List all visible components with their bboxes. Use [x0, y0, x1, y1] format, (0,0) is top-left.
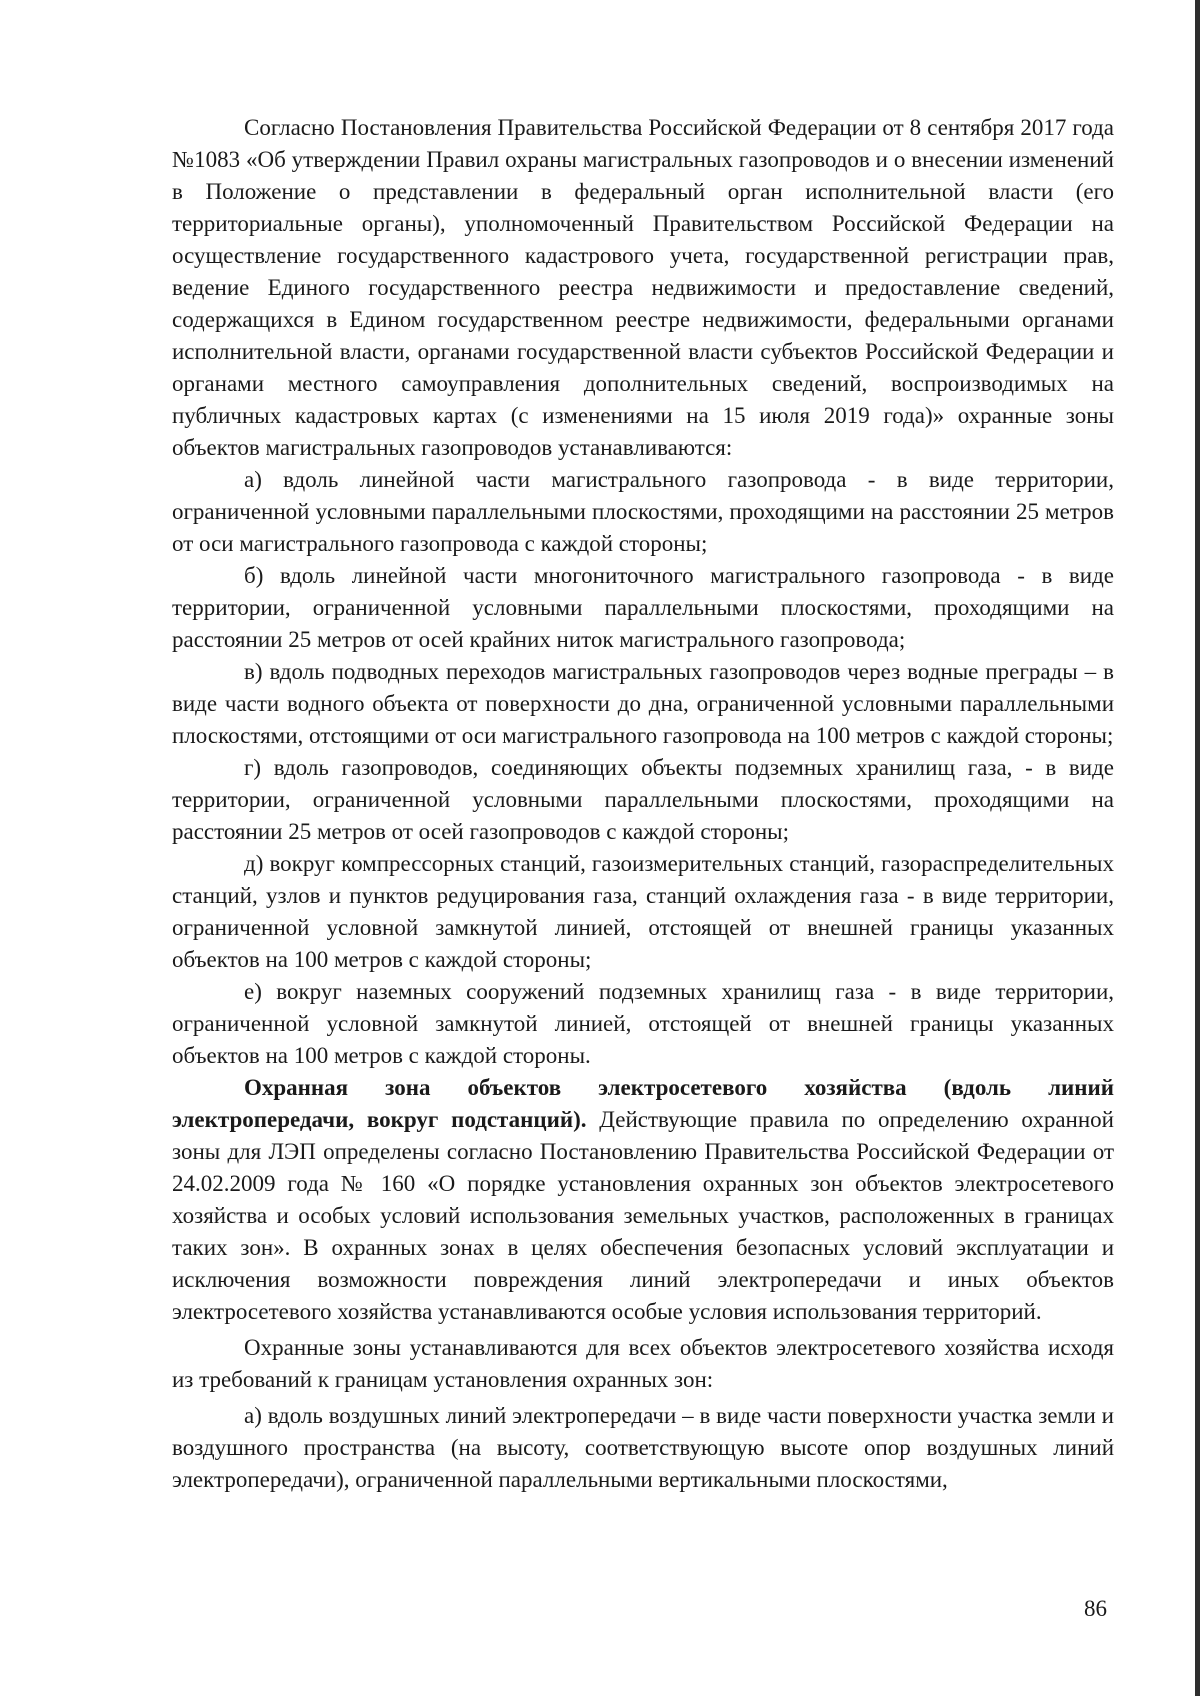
paragraph-gas-pipelines-intro: Согласно Постановления Правительства Российской Федерации от 8 сентября 2017 года №1083 «Об утверждении Правил охраны магистральных газопроводов и о внесении изменений в Положение о представлении в федеральный орган исполнительной власти (его территориальные органы), уполномоченный Правительством Российской Федерации на осуществление государственного кадастрового учета, государственной регистрации прав, ведение Единого государственного реестра недвижимости и предоставление сведений, содержащихся в Едином государственном реестре недвижимости, федеральными органами исполнительной власти, органами государственной власти субъектов Российской Федерации и органами местного самоуправления дополнительных сведений, воспроизводимых на публичных кадастровых картах (с изменениями на 15 июля 2019 года)» охранные зоны объектов магистральных газопроводов устанавливаются:: [172, 115, 1114, 460]
paragraph-item-b: б) вдоль линейной части многониточного магистрального газопровода - в виде территории, ограниченной условными параллельными плоскостями, проходящими на расстоянии 25 метров от осей крайних ниток магистрального газопровода;: [172, 563, 1114, 652]
paragraph-item-e: е) вокруг наземных сооружений подземных хранилищ газа - в виде территории, ограниченной условной замкнутой линией, отстоящей от внешней границы указанных объектов на 100 метров с каждой стороны.: [172, 979, 1114, 1068]
power-grid-text: Действующие правила по определению охранной зоны для ЛЭП определены согласно Постановлению Правительства Российской Федерации от 24.02.2009 года № 160 «О порядке установления охранных зон объектов электросетевого хозяйства и особых условий использования земельных участков, расположенных в границах таких зон». В охранных зонах в целях обеспечения безопасных условий эксплуатации и исключения возможности повреждения линий электропередачи и иных объектов электросетевого хозяйства устанавливаются особые условия использования территорий.: [172, 1107, 1114, 1324]
power-grid-heading: Охранная зона объектов электросетевого хозяйства (вдоль линий электропередачи, вокруг подстанций).: [172, 1075, 1114, 1132]
page-number: 86: [1084, 1596, 1107, 1621]
document-body: [172, 112, 1114, 1496]
paragraph-item-g: г) вдоль газопроводов, соединяющих объекты подземных хранилищ газа, - в виде территории, ограниченной условными параллельными плоскостями, проходящими на расстоянии 25 метров от осей газопроводов с каждой стороны;: [172, 755, 1114, 844]
paragraph-zones: Охранные зоны устанавливаются для всех объектов электросетевого хозяйства исходя из требований к границам установления охранных зон:: [172, 1335, 1114, 1392]
paragraph-power-grid: [172, 1072, 1114, 1328]
paragraph-item-a: а) вдоль линейной части магистрального газопровода - в виде территории, ограниченной условными параллельными плоскостями, проходящими на расстоянии 25 метров от оси магистрального газопровода с каждой стороны;: [172, 467, 1114, 556]
paragraph-air-lines: а) вдоль воздушных линий электропередачи – в виде части поверхности участка земли и воздушного пространства (на высоту, соответствующую высоте опор воздушных линий электропередачи), ограниченной параллельными вертикальными плоскостями,: [172, 1403, 1114, 1492]
paragraph-item-d: д) вокруг компрессорных станций, газоизмерительных станций, газораспределительных станций, узлов и пунктов редуцирования газа, станций охлаждения газа - в виде территории, ограниченной условной замкнутой линией, отстоящей от внешней границы указанных объектов на 100 метров с каждой стороны;: [172, 851, 1114, 972]
paragraph-item-v: в) вдоль подводных переходов магистральных газопроводов через водные преграды – в виде части водного объекта от поверхности до дна, ограниченной условными параллельными плоскостями, отстоящими от оси магистрального газопровода на 100 метров с каждой стороны;: [172, 659, 1114, 748]
